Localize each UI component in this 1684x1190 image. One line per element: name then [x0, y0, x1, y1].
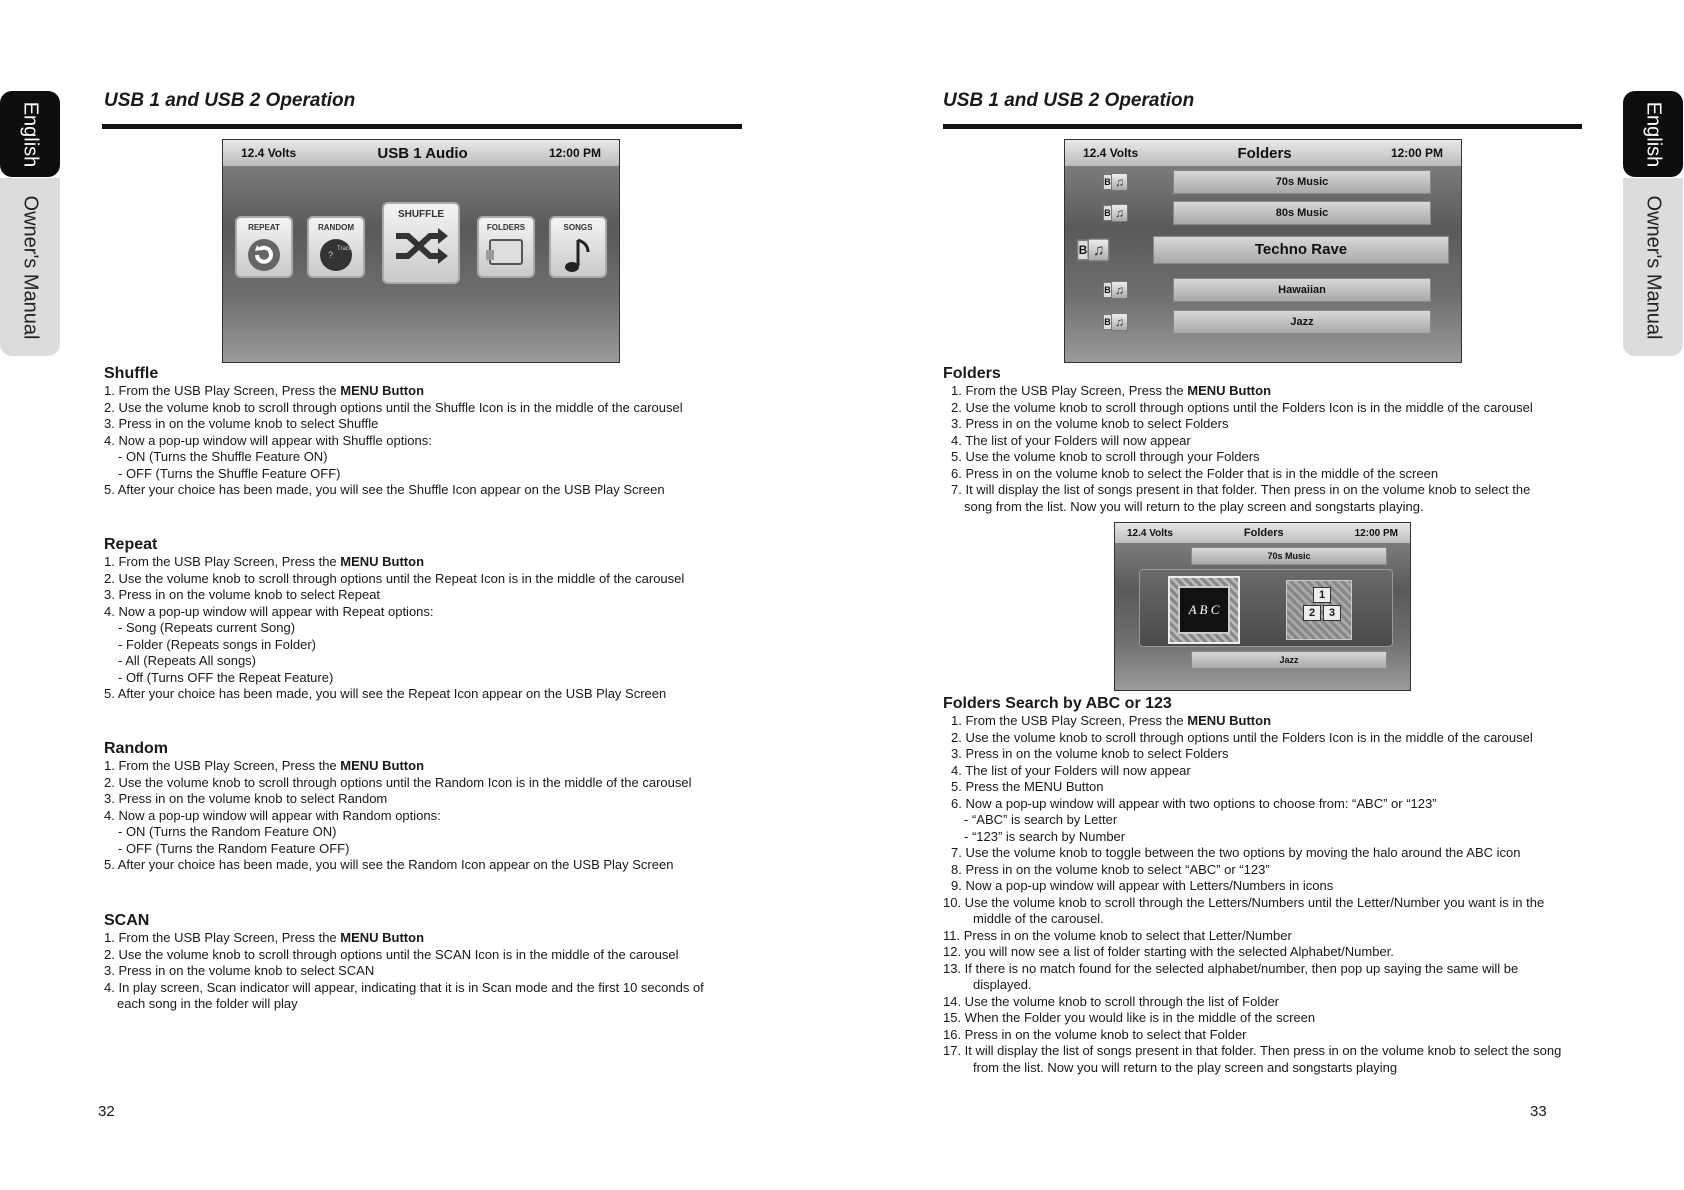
- folder-row-selected: [1078, 236, 1449, 264]
- folder-row: [1103, 170, 1431, 194]
- search-option-abc: - “ABC” is search by Letter: [964, 812, 1118, 827]
- search-heading: Folders Search by ABC or 123: [943, 695, 1172, 712]
- 123-option: [1286, 580, 1352, 640]
- search-step-7: 7. Use the volume knob to toggle between the two options by moving the halo around the ABC icon: [951, 845, 1521, 860]
- search-status-bar: [1115, 523, 1410, 543]
- repeat-step-2: 2. Use the volume knob to scroll through options until the Repeat Icon is in the middle of the carousel: [104, 570, 685, 586]
- abc-icon: A B C: [1178, 586, 1230, 634]
- english-tab-right: English: [1623, 91, 1683, 177]
- folder-row: [1103, 310, 1431, 334]
- folders-heading: Folders: [943, 365, 1001, 382]
- screen-title: USB 1 Audio: [377, 144, 468, 162]
- folders-search-screen: [1114, 522, 1411, 691]
- shuffle-steps: [104, 383, 683, 499]
- folders-screen: [1064, 139, 1462, 363]
- random-heading: Random: [104, 740, 168, 757]
- shuffle-icon: SHUFFLE: [382, 202, 460, 284]
- search-step-5: 5. Press the MENU Button: [951, 779, 1104, 794]
- random-step-1: 1. From the USB Play Screen, Press the MENU Button: [104, 758, 425, 773]
- folder-row: [1103, 278, 1431, 302]
- repeat-option-song: - Song (Repeats current Song): [118, 620, 296, 635]
- shuffle-option-off: - OFF (Turns the Shuffle Feature OFF): [118, 465, 341, 481]
- folder-item: 80s Music: [1173, 201, 1431, 225]
- search-step-13-cont: displayed.: [973, 977, 1032, 992]
- folders-step-4: 4. The list of your Folders will now appear: [951, 432, 1191, 448]
- repeat-option-folder: - Folder (Repeats songs in Folder): [118, 636, 316, 652]
- scan-step-2: 2. Use the volume knob to scroll through options until the SCAN Icon is in the middle of the carousel: [104, 946, 679, 962]
- search-step-10-cont: middle of the carousel.: [973, 911, 1104, 926]
- shuffle-step-3: 3. Press in on the volume knob to select Shuffle: [104, 416, 379, 431]
- search-step-11: 11. Press in on the volume knob to select that Letter/Number: [943, 927, 1292, 943]
- title-rule-right: [943, 124, 1582, 129]
- folders-steps: [951, 383, 1533, 515]
- page-number-left: 32: [98, 1103, 115, 1120]
- search-step-4: 4. The list of your Folders will now appear: [951, 762, 1191, 778]
- folder-item: Jazz: [1173, 310, 1431, 334]
- scan-steps: [104, 930, 704, 1013]
- scan-heading: SCAN: [104, 912, 150, 929]
- page-title-right: USB 1 and USB 2 Operation: [943, 90, 1195, 111]
- search-step-13: 13. If there is no match found for the selected alphabet/number, then pop up saying the same will be: [943, 960, 1519, 976]
- search-step-3: 3. Press in on the volume knob to select Folders: [951, 746, 1229, 761]
- search-step-1: 1. From the USB Play Screen, Press the MENU Button: [951, 713, 1272, 728]
- owners-manual-tab-right: Owner's Manual: [1623, 178, 1683, 356]
- svg-text:Track: Track: [337, 246, 352, 252]
- repeat-icon: REPEAT: [235, 216, 293, 278]
- owners-manual-tab: Owner's Manual: [0, 178, 60, 356]
- volts-readout: 12.4 Volts: [1127, 527, 1173, 539]
- search-steps: [943, 713, 1562, 1076]
- scan-step-4: 4. In play screen, Scan indicator will appear, indicating that it is in Scan mode and the first 10 seconds of: [104, 979, 704, 995]
- repeat-steps: [104, 554, 684, 703]
- clock-readout: 12:00 PM: [1354, 527, 1398, 539]
- repeat-option-all: - All (Repeats All songs): [118, 653, 257, 668]
- screen-title: Folders: [1243, 527, 1284, 539]
- repeat-step-5: 5. After your choice has been made, you will see the Repeat Icon appear on the USB Play Screen: [104, 686, 667, 701]
- folders-step-7-cont: song from the list. Now you will return to the play screen and songstarts playing.: [964, 498, 1424, 514]
- folder-icon: B ♫: [1103, 313, 1129, 331]
- shuffle-step-2: 2. Use the volume knob to scroll through options until the Shuffle Icon is in the middle of the carousel: [104, 399, 683, 415]
- folder-item: Jazz: [1191, 651, 1387, 669]
- random-step-2: 2. Use the volume knob to scroll through options until the Random Icon is in the middle of the carousel: [104, 774, 692, 790]
- repeat-option-off: - Off (Turns OFF the Repeat Feature): [118, 669, 334, 685]
- repeat-step-4: 4. Now a pop-up window will appear with Repeat options:: [104, 603, 434, 619]
- folders-step-2: 2. Use the volume knob to scroll through options until the Folders Icon is in the middle of the carousel: [951, 399, 1533, 415]
- search-step-16: 16. Press in on the volume knob to select that Folder: [943, 1026, 1247, 1042]
- search-option-123: - “123” is search by Number: [964, 828, 1126, 844]
- folders-icon: FOLDERS: [477, 216, 535, 278]
- folder-item-selected: Techno Rave: [1153, 236, 1449, 264]
- folder-item: Hawaiian: [1173, 278, 1431, 302]
- shuffle-option-on: - ON (Turns the Shuffle Feature ON): [118, 449, 328, 464]
- songs-icon: SONGS: [549, 216, 607, 278]
- search-step-2: 2. Use the volume knob to scroll through options until the Folders Icon is in the middle of the carousel: [951, 729, 1533, 745]
- screen-title: Folders: [1237, 144, 1292, 162]
- folder-row: [1103, 201, 1431, 225]
- search-step-8: 8. Press in on the volume knob to select “ABC” or “123”: [951, 861, 1270, 877]
- abc-option: [1168, 576, 1240, 644]
- abc-123-popup: [1139, 569, 1393, 647]
- shuffle-step-5: 5. After your choice has been made, you will see the Shuffle Icon appear on the USB Play Screen: [104, 482, 665, 497]
- folders-step-6: 6. Press in on the volume knob to select the Folder that is in the middle of the screen: [951, 465, 1439, 481]
- search-step-12: 12. you will now see a list of folder starting with the selected Alphabet/Number.: [943, 944, 1394, 959]
- folder-icon: B ♫: [1103, 173, 1129, 191]
- scan-step-3: 3. Press in on the volume knob to select SCAN: [104, 963, 375, 978]
- page-title-left: USB 1 and USB 2 Operation: [104, 90, 356, 111]
- scan-step-4-cont: each song in the folder will play: [117, 996, 298, 1011]
- search-step-6: 6. Now a pop-up window will appear with two options to choose from: “ABC” or “123”: [951, 795, 1437, 811]
- random-step-4: 4. Now a pop-up window will appear with Random options:: [104, 807, 441, 823]
- search-step-9: 9. Now a pop-up window will appear with Letters/Numbers in icons: [951, 878, 1334, 893]
- folders-status-bar: [1065, 140, 1461, 166]
- volts-readout: 12.4 Volts: [1083, 146, 1139, 160]
- folder-icon: B ♫: [1103, 281, 1129, 299]
- random-steps: [104, 758, 692, 874]
- number-block: 2: [1303, 605, 1321, 621]
- random-step-5: 5. After your choice has been made, you will see the Random Icon appear on the USB Play Screen: [104, 857, 674, 872]
- clock-readout: 12:00 PM: [1390, 146, 1443, 160]
- repeat-heading: Repeat: [104, 536, 158, 553]
- shuffle-step-4: 4. Now a pop-up window will appear with Shuffle options:: [104, 432, 432, 448]
- folders-step-1: 1. From the USB Play Screen, Press the MENU Button: [951, 383, 1272, 398]
- random-step-3: 3. Press in on the volume knob to select Random: [104, 791, 388, 806]
- search-step-14: 14. Use the volume knob to scroll through the list of Folder: [943, 993, 1280, 1009]
- folder-item: 70s Music: [1191, 547, 1387, 565]
- folder-item: 70s Music: [1173, 170, 1431, 194]
- folders-step-3: 3. Press in on the volume knob to select Folders: [951, 416, 1229, 431]
- clock-readout: 12:00 PM: [548, 146, 601, 160]
- english-tab: English: [0, 91, 60, 177]
- volts-readout: 12.4 Volts: [241, 146, 297, 160]
- scan-step-1: 1. From the USB Play Screen, Press the MENU Button: [104, 930, 425, 945]
- page-number-right: 33: [1530, 1103, 1547, 1120]
- repeat-step-3: 3. Press in on the volume knob to select Repeat: [104, 587, 381, 602]
- number-block: 3: [1323, 605, 1341, 621]
- search-step-15: 15. When the Folder you would like is in the middle of the screen: [943, 1010, 1316, 1025]
- title-rule-left: [102, 124, 742, 129]
- svg-text:?: ?: [328, 250, 334, 260]
- random-option-on: - ON (Turns the Random Feature ON): [118, 824, 337, 839]
- folders-step-7: 7. It will display the list of songs present in that folder. Then press in on the volume knob to select the: [951, 482, 1531, 497]
- usb-audio-screen: [222, 139, 620, 363]
- random-icon: RANDOM ? Track: [307, 216, 365, 278]
- shuffle-step-1: 1. From the USB Play Screen, Press the MENU Button: [104, 383, 425, 398]
- number-block: 1: [1313, 587, 1331, 603]
- search-step-10: 10. Use the volume knob to scroll through the Letters/Numbers until the Letter/Number you want is in the: [943, 894, 1545, 910]
- folder-icon: B ♫: [1103, 204, 1129, 222]
- shuffle-heading: Shuffle: [104, 365, 159, 382]
- folder-icon: B ♫: [1077, 238, 1111, 261]
- search-step-17: 17. It will display the list of songs present in that folder. Then press in on the volume knob to select the song: [943, 1043, 1562, 1058]
- folders-step-5: 5. Use the volume knob to scroll through your Folders: [951, 449, 1260, 464]
- screen-status-bar: [223, 140, 619, 166]
- search-step-17-cont: from the list. Now you will return to the play screen and songstarts playing: [973, 1059, 1398, 1075]
- repeat-step-1: 1. From the USB Play Screen, Press the MENU Button: [104, 554, 425, 569]
- random-option-off: - OFF (Turns the Random Feature OFF): [118, 840, 350, 856]
